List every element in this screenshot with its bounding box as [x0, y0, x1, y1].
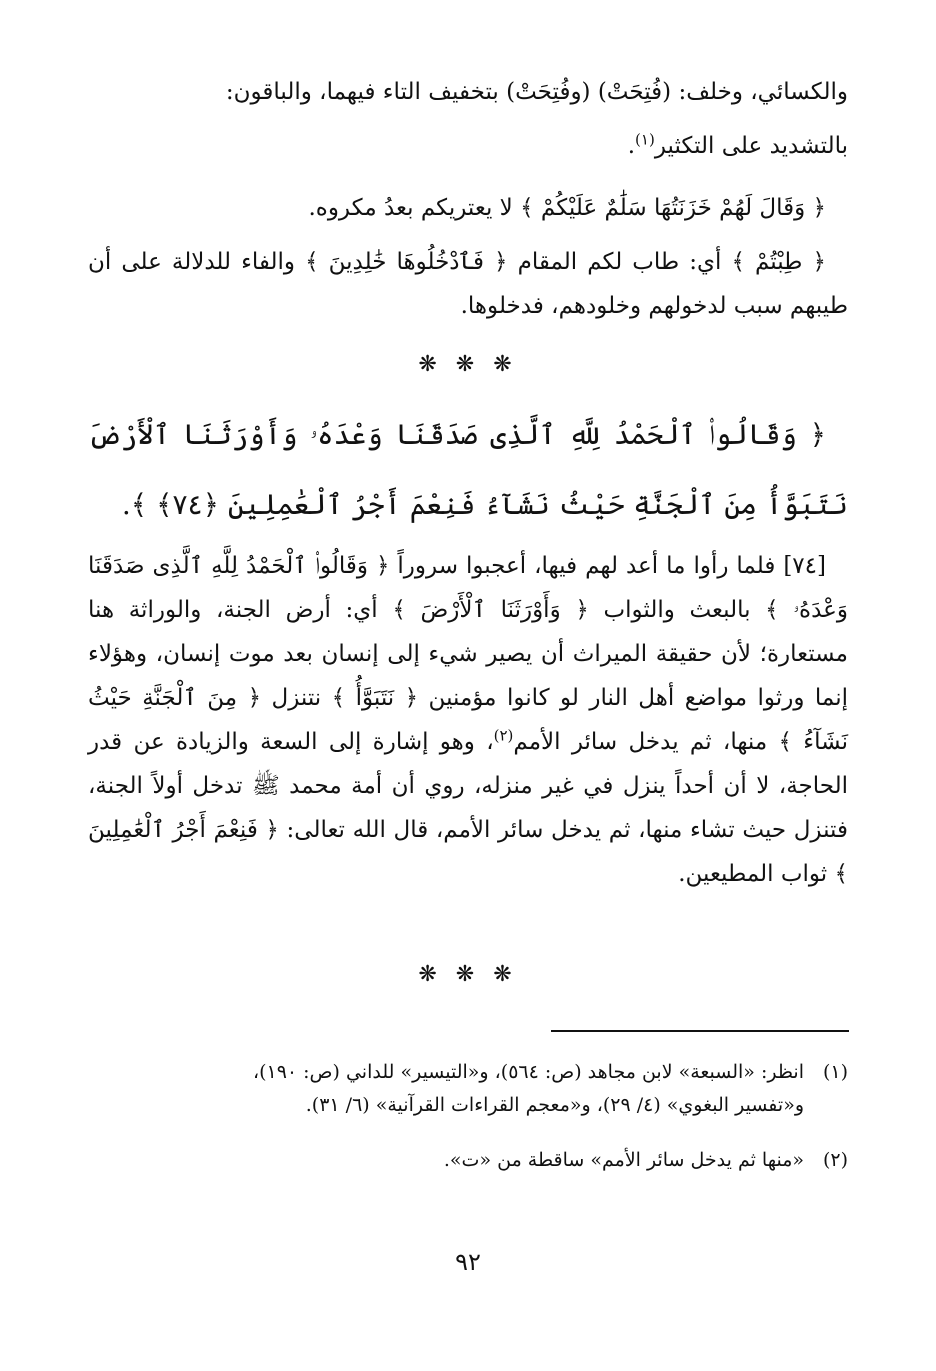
paragraph-2: ﴿ وَقَالَ لَهُمْ خَزَنَتُهَا سَلَٰمٌ عَلَيْكُمْ ﴾ لا يعتريكم بعدُ مكروه. — [308, 195, 826, 221]
footnote-1 — [88, 1056, 848, 1122]
stars-separator-1: ❋ ❋ ❋ — [418, 352, 518, 377]
stars-separator-2: ❋ ❋ ❋ — [418, 962, 518, 987]
footnote-2-text: «منها ثم يدخل سائر الأمم» ساقطة من «ت». — [443, 1149, 804, 1171]
paragraph-3: ﴿ طِبْتُمْ ﴾ أي: طاب لكم المقام ﴿ فَٱدْخُلُوهَا خَٰلِدِينَ ﴾ والفاء للدلالة على أن طيبهم سبب لدخولهم وخلودهم، فدخلوها. — [88, 249, 848, 319]
paragraph-5-part-2: ، وهو إشارة إلى السعة والزيادة عن قدر الحاجة، لا أن أحداً ينزل في غير منزله، روي أن أمة محمد ﷺ تدخل أولاً الجنة، فتنزل حيث تشاء منها، ثم يدخل سائر الأمم، قال الله تعالى: ﴿ فَنِعْمَ أَجْرُ ٱلْعَٰمِلِينَ ﴾ ثواب المطيعين. — [88, 729, 848, 887]
paragraph-1-line-1 — [88, 70, 848, 114]
footnote-2 — [88, 1144, 848, 1177]
paragraph-5 — [88, 544, 848, 896]
footnote-1-line-1 — [88, 1056, 848, 1089]
footnote-divider — [551, 1030, 849, 1032]
footnote-1-line-2 — [88, 1089, 848, 1122]
footnote-1-number: (١) — [822, 1061, 848, 1083]
paragraph-1-line-2-text: بالتشديد على التكثير — [654, 133, 848, 159]
page-number: ٩٢ — [455, 1248, 481, 1276]
footnote-2-number: (٢) — [822, 1149, 848, 1171]
paragraph-5-part-1: [٧٤] فلما رأوا ما أعد لهم فيها، أعجبوا سروراً ﴿ وَقَالُوا۟ ٱلْحَمْدُ لِلَّهِ ٱلَّذِى صَدَقَنَا وَعْدَهُۥ ﴾ بالبعث والثواب ﴿ وَأَوْرَثَنَا ٱلْأَرْضَ ﴾ أي: أرض الجنة، والوراثة هنا مستعارة؛ لأن حقيقة الميراث أن يصير شيء إلى إنسان بعد موت إنسان، وهؤلاء إنما ورثوا مواضع أهل النار لو كانوا مؤمنين ﴿ نَتَبَوَّأُ ﴾ نتنزل ﴿ مِنَ ٱلْجَنَّةِ حَيْثُ نَشَآءُ ﴾ منها، ثم يدخل سائر الأمم — [88, 553, 848, 755]
footnote-ref-1[interactable]: (١) — [635, 130, 655, 149]
paragraph-1-line-1-text: والكسائي، وخلف: (فُتِحَتْ) (وفُتِحَتْ) بتخفيف التاء فيهما، والباقون: — [225, 79, 848, 105]
footnote-1-text-1: انظر: «السبعة» لابن مجاهد (ص: ٥٦٤)، و«التيسير» للداني (ص: ١٩٠)، — [252, 1061, 804, 1083]
footnote-1-text-2: و«تفسير البغوي» (٤/ ٢٩)، و«معجم القراءات القرآنية» (٦/ ٣١). — [305, 1094, 804, 1116]
paragraph-1-end: . — [627, 133, 636, 159]
quran-verse-block: ﴿ وَقَالُوا۟ ٱلْحَمْدُ لِلَّهِ ٱلَّذِى صَدَقَنَا وَعْدَهُۥ وَأَوْرَثَنَا ٱلْأَرْضَ نَتَبَوَّأُ مِنَ ٱلْجَنَّةِ حَيْثُ نَشَآءُ فَنِعْمَ أَجْرُ ٱلْعَٰمِلِينَ ﴿٧٤﴾ ﴾. — [88, 418, 848, 521]
paragraph-1-line-2 — [88, 124, 848, 168]
footnote-ref-2[interactable]: (٢) — [493, 726, 514, 745]
